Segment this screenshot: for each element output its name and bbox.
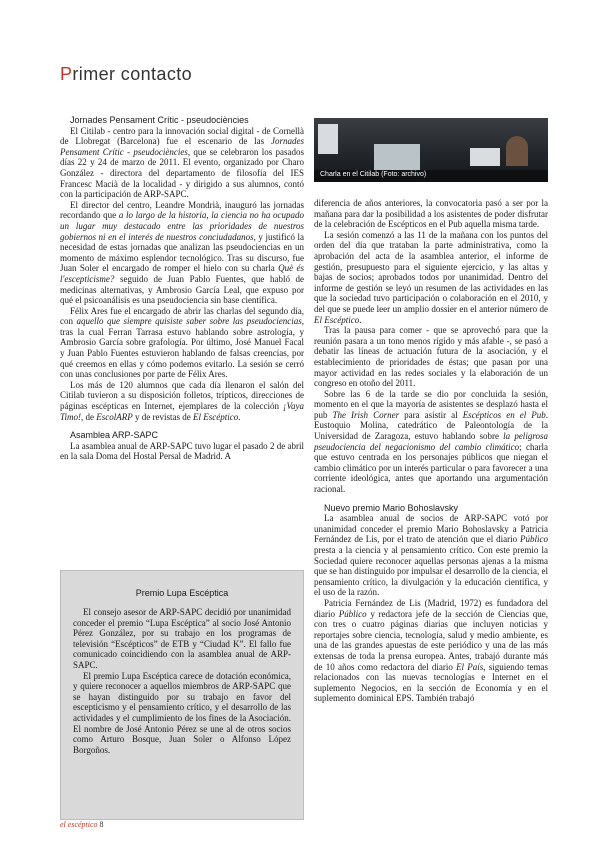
section-heading-asamblea: Asamblea ARP-SAPC — [70, 430, 159, 441]
projection-screen — [374, 144, 420, 172]
page-footer — [60, 820, 104, 829]
page-number: 8 — [99, 820, 104, 829]
paragraph: La asamblea anual de ARP-SAPC tuvo lugar el pasado 2 de abril en la sala Doma del Hostal Persal de Madrid. A — [60, 440, 304, 462]
paragraph: Tras la pausa para comer - que se aprovechó para que la reunión pasara a un tono menos rígido y más afable -, se pasó a debatir las líneas de actuación futura de la asociación, y el establecimiento de prioridades de éstas; que pasan por una mayor actividad en las redes sociales y la elaboración de un congreso en otoño del 2011. — [314, 325, 548, 389]
paragraph: Félix Ares fue el encargado de abrir las charlas del segundo día, con aquello que siempre quisiste saber sobre las pseudociencias, tras la cual Ferran Tarrasa estuvo hablando sobre astrología, y Ambrosio García sobre grafología. Por último, José Manuel Facal y Juan Pablo Fuentes estuvieron hablando de falsas creencias, por qué creemos en ellas y cómo podemos evitarlo. La sesión se cerró con unas conclusiones por parte de Félix Ares. — [60, 305, 304, 380]
paragraph: La asamblea anual de socios de ARP-SAPC votó por unanimidad conceder el premio Mario Bohoslavsky a Patricia Fernández de Lis, por el trato de atención que el diario Público presta a la ciencia y al pensamiento crítico. Con este premio la Sociedad quiere reconocer aquellas personas ajenas a la misma que se han distinguido por impulsar el desarrollo de la ciencia, el pensamiento crítico, la divulgación y la educación científica, y el uso de la razón. — [314, 513, 548, 598]
right-column — [314, 198, 548, 704]
paragraph: La sesión comenzó a las 11 de la mañana con los puntos del orden del día que trataban la parte administrativa, como la aprobación del acta de la asamblea anterior, el informe de gestión, presupuesto para el siguiente ejercicio, y las altas y bajas de socios; aprobados todos por unanimidad. Dentro del informe de gestión se leyó un resumen de las actividades en las que la sociedad tuvo participación o colaboración en el 2010, y del que se puede leer un amplio dossier en el anterior número de El Escéptico. — [314, 229, 548, 325]
paragraph: Patricia Fernández de Lis (Madrid, 1972) es fundadora del diario Público y redactora jefe de la sección de Ciencias que, con tres o cuatro páginas diarias que incluyen noticias y reportajes sobre ciencia, tecnología, salud y medio ambiente, es una de las grandes apuestas de este periódico y una de las más extensas de toda la prensa europea. Antes, trabajó durante más de 10 años como redactora del diario El País, siguiendo temas relacionados con las nuevas tecnologías e Internet en el suplemento Negocios, en la sección de Economía y en el suplemento dominical EPS. También trabajó — [314, 597, 548, 704]
box-title: Premio Lupa Escéptica — [135, 588, 229, 598]
banner-shape — [318, 124, 338, 154]
section-heading-premio-bohoslavsky: Nuevo premio Mario Bohoslavsky — [324, 502, 459, 513]
speaker-figure — [506, 136, 528, 166]
paragraph: diferencia de años anteriores, la convocatoria pasó a ser por la mañana para dar la posibilidad a los asistentes de poder disfrutar de la celebración de Escépticos en el Pub aquella misma tarde. — [314, 198, 548, 230]
photo-caption: Charla en el Citilab (Foto: archivo) — [320, 171, 427, 178]
sidebar-box-premio-lupa — [60, 570, 304, 820]
title-rest: rimer contacto — [72, 64, 193, 84]
event-photo — [314, 118, 548, 182]
paragraph: Los más de 120 alumnos que cada día llenaron el salón del Citilab tuvieron a su disposición folletos, trípticos, direcciones de páginas escépticas en Internet, ejemplares de la colección ¡Vaya Timo!, de EscolARP y de revistas de El Escéptico. — [60, 379, 304, 422]
paragraph: El premio Lupa Escéptica carece de dotación económica, y quiere reconocer a aquellos miembros de ARP-SAPC que se hayan distinguido por su trabajo en favor del escepticismo y el pensamiento crítico, y el desarrollo de las actividades y el cumplimiento de los fines de la Asociación. El nombre de José Antonio Pérez se une al de otros socios como Arturo Bosque, Juan Soler o Alfonso López Borgoños. — [73, 670, 291, 755]
footer-brand: el escéptico — [60, 820, 98, 829]
paragraph: El Citilab - centro para la innovación social digital - de Cornellà de Llobregat (Barcelona) fue el escenario de las Jornades Pensament Crític - pseudociències, que se celebraron los pasados días 22 y 24 de marzo de 2011. El evento, organizado por Charo González - directora del departamento de filosofía del IES Francesc Macià de la localidad - y dirigido a sus alumnos, contó con la participación de ARP-SAPC. — [60, 125, 305, 200]
paragraph: El director del centro, Leandre Mondrià, inauguró las jornadas recordando que a lo largo de la historia, la ciencia no ha ocupado un lugar muy destacado entre las prioridades de nuestros gobiernos ni en el interés de nuestros conciudadanos, y justificó la necesidad de estas jornadas que analizan las pseudociencias en un momento de máximo esplendor tecnológico. Tras su discurso, fue Juan Soler el encargado de romper el hielo con su charla Què és l'escepticisme? seguido de Juan Pablo Fuentes, que habló de medicinas alternativas, y Ambrosio García Leal, que expuso por qué el psicoanálisis es una pseudociencia sin base científica. — [60, 199, 305, 306]
page-title — [60, 64, 192, 85]
box-body — [73, 607, 291, 755]
title-initial: P — [60, 64, 73, 84]
paragraph: El consejo asesor de ARP-SAPC decidió por unanimidad conceder el premio “Lupa Escéptica” al socio José Antonio Pérez González, por su trabajo en los programas de televisión “Escépticos” de ETB y “Ciudad K”. El fallo fue comunicado coincidiendo con la asamblea anual de ARP-SAPC. — [73, 607, 291, 670]
section-heading-jornades: Jornades Pensament Crític - pseudociències — [70, 115, 249, 125]
laptop-shape — [470, 148, 500, 166]
paragraph: Sobre las 6 de la tarde se dio por concluida la sesión, momento en el que la mayoría de asistentes se desplazó hasta el pub The Irish Corner para asistir al Escépticos en el Pub. Eustoquio Molina, catedrático de Paleontología de la Universidad de Zaragoza, estuvo hablando sobre la peligrosa pseudociencia del negacionismo del cambio climático; charla que estuvo centrada en los personajes públicos que niegan el cambio climático por un interés particular o para favorecer a una corriente ideológica, antes que aportando una argumentación racional. — [314, 388, 548, 495]
left-column — [60, 115, 304, 462]
